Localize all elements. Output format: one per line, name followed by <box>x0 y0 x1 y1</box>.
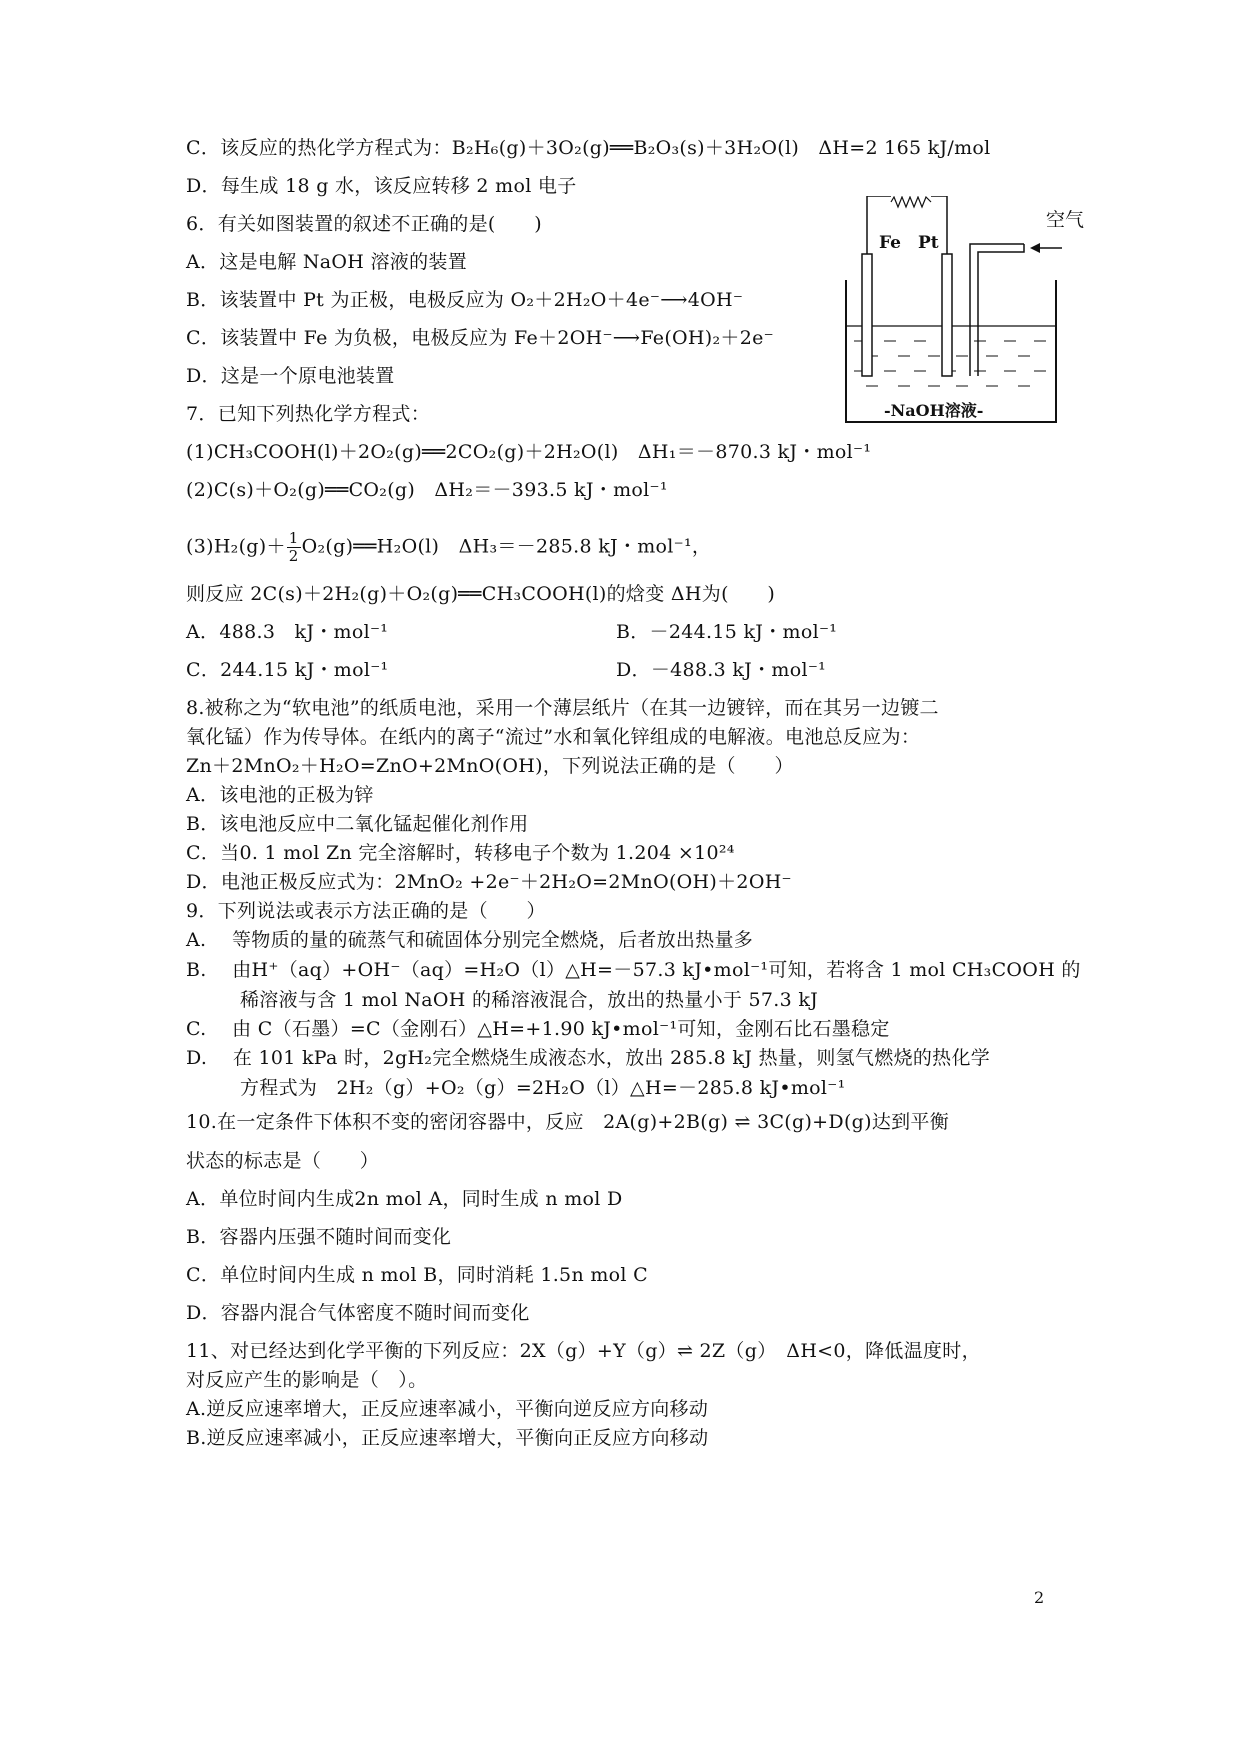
fraction-half <box>287 530 301 565</box>
q9-option-a: A. 等物质的量的硫蒸气和硫固体分别完全燃烧，后者放出热量多 <box>186 929 754 951</box>
q8-option-b: B．该电池反应中二氧化锰起催化剂作用 <box>186 813 529 835</box>
q6-option-c: C．该装置中 Fe 为负极，电极反应为 Fe＋2OH⁻⟶Fe(OH)₂＋2e⁻ <box>186 327 774 349</box>
q5-option-d: D．每生成 18 g 水，该反应转移 2 mol 电子 <box>186 175 577 197</box>
q11-stem-2: 对反应产生的影响是（ ）。 <box>186 1369 428 1391</box>
pt-electrode <box>942 254 952 376</box>
q9-stem: 9．下列说法或表示方法正确的是（ ） <box>186 900 546 922</box>
cell-diagram-svg <box>836 196 1106 426</box>
q9-option-b-2: 稀溶液与含 1 mol NaOH 的稀溶液混合，放出的热量小于 57.3 kJ <box>240 989 819 1011</box>
q7-option-a: A．488.3 kJ・mol⁻¹ <box>186 621 389 643</box>
q8-option-a: A．该电池的正极为锌 <box>186 784 374 806</box>
resistor <box>891 197 931 207</box>
fe-label: Fe <box>879 233 901 253</box>
q6-option-a: A．这是电解 NaOH 溶液的装置 <box>186 251 467 273</box>
q7-question: 则反应 2C(s)＋2H₂(g)＋O₂(g)══CH₃COOH(l)的焓变 ΔH为( ) <box>186 583 776 605</box>
q6-stem: 6．有关如图装置的叙述不正确的是( ) <box>186 213 542 235</box>
q7-option-d: D．－488.3 kJ・mol⁻¹ <box>616 659 827 681</box>
q7-eq3-post: O₂(g)══H₂O(l) ΔH₃＝－285.8 kJ・mol⁻¹， <box>301 535 712 558</box>
q10-option-a: A．单位时间内生成2n mol A，同时生成 n mol D <box>186 1188 623 1210</box>
q10-stem-2: 状态的标志是（ ） <box>186 1150 380 1172</box>
q8-option-c: C．当0. 1 mol Zn 完全溶解时，转移电子个数为 1.204 ×10²⁴ <box>186 842 735 864</box>
fe-electrode <box>862 254 872 376</box>
q11-option-b: B.逆反应速率减小，正反应速率增大，平衡向正反应方向移动 <box>186 1427 709 1449</box>
q10-option-c: C．单位时间内生成 n mol B，同时消耗 1.5n mol C <box>186 1264 648 1286</box>
fraction-numerator: 1 <box>288 529 299 547</box>
q7-eq3-pre: (3)H₂(g)＋ <box>186 535 286 558</box>
q9-option-d-2: 方程式为 2H₂（g）+O₂（g）=2H₂O（l）△H=－285.8 kJ•mol⁻¹ <box>240 1077 846 1099</box>
fraction-denominator: 2 <box>288 547 299 565</box>
air-label: 空气 <box>1046 209 1085 231</box>
q11-stem-1: 11、对已经达到化学平衡的下列反应：2X（g）+Y（g）⇌ 2Z（g） ΔH<0，降低温度时， <box>186 1340 981 1362</box>
q6-option-b: B．该装置中 Pt 为正极，电极反应为 O₂＋2H₂O＋4e⁻⟶4OH⁻ <box>186 289 744 311</box>
q6-option-d: D．这是一个原电池装置 <box>186 365 395 387</box>
q7-eq2: (2)C(s)＋O₂(g)══CO₂(g) ΔH₂＝－393.5 kJ・mol⁻¹ <box>186 479 668 501</box>
air-tube-inner <box>978 244 1024 376</box>
pt-label: Pt <box>918 233 939 253</box>
q10-option-d: D．容器内混合气体密度不随时间而变化 <box>186 1302 530 1324</box>
q9-option-b-1: B. 由H⁺（aq）+OH⁻（aq）=H₂O（l）△H=－57.3 kJ•mol⁻¹可知，若将含 1 mol CH₃COOH 的 <box>186 959 1081 981</box>
air-arrow-head <box>1030 243 1040 253</box>
q7-eq1: (1)CH₃COOH(l)＋2O₂(g)══2CO₂(g)＋2H₂O(l) ΔH₁＝－870.3 kJ・mol⁻¹ <box>186 441 872 463</box>
q11-option-a: A.逆反应速率增大，正反应速率减小，平衡向逆反应方向移动 <box>186 1398 709 1420</box>
q7-stem: 7．已知下列热化学方程式： <box>186 403 430 425</box>
q10-stem-1: 10.在一定条件下体积不变的密闭容器中，反应 2A(g)+2B(g) ⇌ 3C(g)+D(g)达到平衡 <box>186 1111 950 1133</box>
q8-stem-2: 氧化锰）作为传导体。在纸内的离子“流过”水和氧化锌组成的电解液。电池总反应为： <box>186 726 921 748</box>
cell-diagram <box>836 196 1106 426</box>
q7-option-b: B．－244.15 kJ・mol⁻¹ <box>616 621 838 643</box>
q9-option-d-1: D. 在 101 kPa 时，2gH₂完全燃烧生成液态水，放出 285.8 kJ 热量，则氢气燃烧的热化学 <box>186 1047 991 1069</box>
q7-eq3 <box>186 530 711 565</box>
q10-option-b: B．容器内压强不随时间而变化 <box>186 1226 452 1248</box>
naoh-solution-label: -NaOH溶液- <box>884 401 984 420</box>
page-number: 2 <box>1034 1588 1045 1607</box>
q5-option-c: C．该反应的热化学方程式为：B₂H₆(g)＋3O₂(g)══B₂O₃(s)＋3H₂O(l) ΔH=2 165 kJ/mol <box>186 137 991 159</box>
q8-option-d: D．电池正极反应式为：2MnO₂ +2e⁻＋2H₂O=2MnO(OH)＋2OH⁻ <box>186 871 792 893</box>
q9-option-c: C. 由 C（石墨）=C（金刚石）△H=+1.90 kJ•mol⁻¹可知，金刚石比石墨稳定 <box>186 1018 890 1040</box>
q8-stem-3: Zn＋2MnO₂＋H₂O=ZnO+2MnO(OH)，下列说法正确的是（ ） <box>186 755 794 777</box>
q7-option-c: C．244.15 kJ・mol⁻¹ <box>186 659 389 681</box>
q8-stem-1: 8.被称之为“软电池”的纸质电池，采用一个薄层纸片（在其一边镀锌，而在其另一边镀二 <box>186 697 939 719</box>
